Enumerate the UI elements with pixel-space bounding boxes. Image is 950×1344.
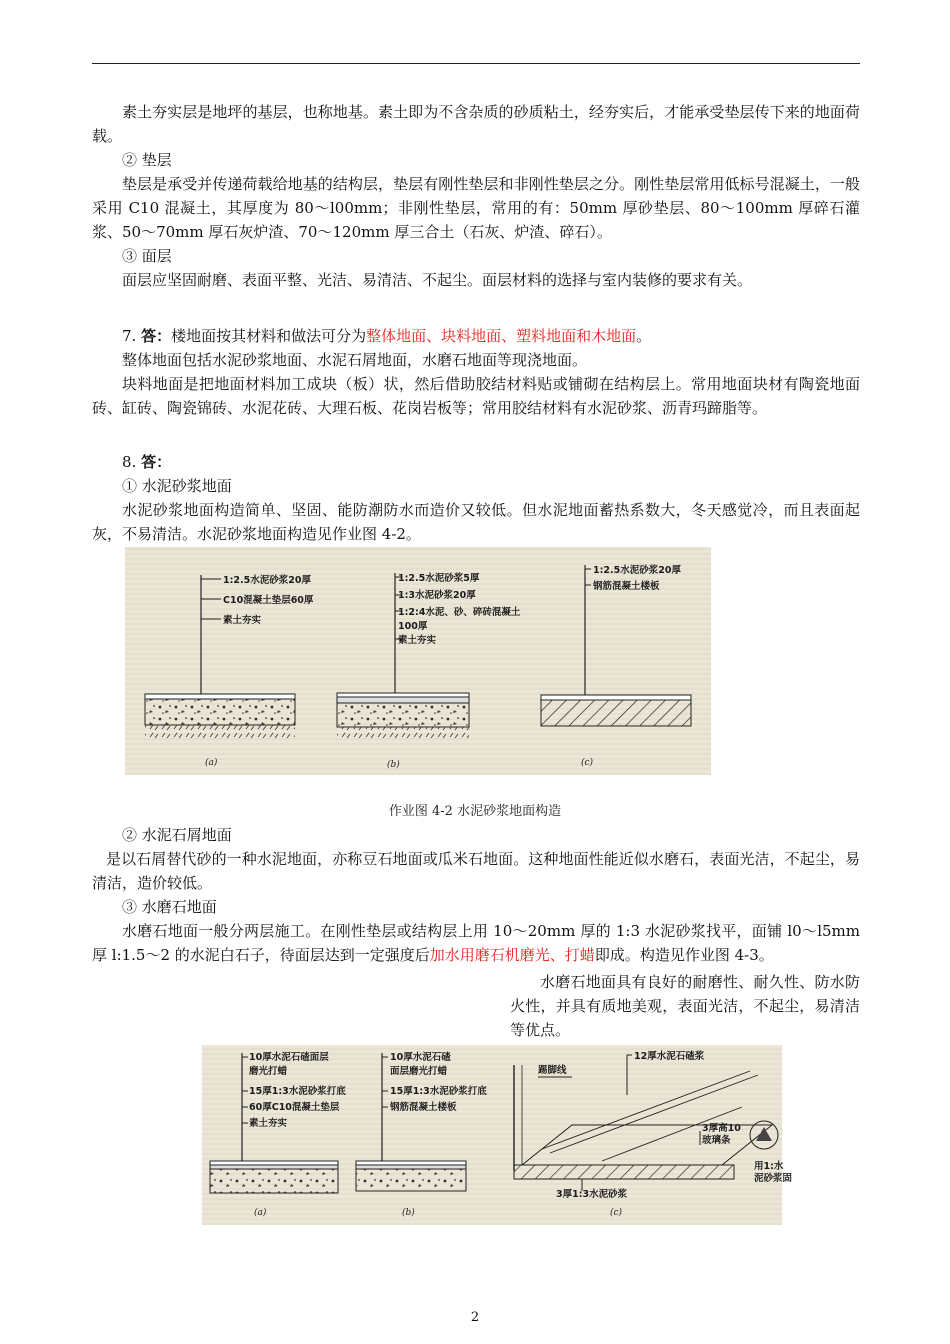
fig43-b-diagram [356, 1051, 487, 1218]
header-rule [92, 63, 860, 64]
fig42-c-label-2: 钢筋混凝土楼板 [593, 581, 660, 592]
para-cement-chip: 是以石屑替代砂的一种水泥地面，亦称豆石地面或瓜米石地面。这种地面性能近似水磨石，表面光洁，不起尘，易清洁，造价较低。 [92, 850, 860, 892]
text-block-top [92, 100, 860, 292]
answer-8-label: 答： [141, 453, 172, 471]
fig42-b-label-3: 1:2:4水泥、砂、碎砖混凝土 [398, 607, 521, 618]
fig42-a-tag: (a) [205, 758, 218, 768]
fig42-a-label-3: 素土夯实 [223, 615, 262, 626]
para-cement-mortar: 水泥砂浆地面构造简单、坚固、能防潮防水而造价又较低。但水泥地面蓄热系数大，冬天感觉冷，而且表面起灰，不易清洁。水泥砂浆地面构造见作业图 4-2。 [92, 501, 860, 543]
fig43-a-label-5: 素土夯实 [249, 1118, 288, 1129]
para-subsoil: 素土夯实层是地坪的基层，也称地基。素土即为不含杂质的砂质粘土，经夯实后，才能承受垫层传下来的地面荷载。 [92, 103, 860, 145]
answer-7-text: 楼地面按其材料和做法可分为 [171, 327, 367, 345]
fig43-a-diagram [210, 1051, 346, 1218]
answer-7-para2: 块料地面是把地面材料加工成块（板）状，然后借助胶结材料贴或铺砌在结构层上。常用地面块材有陶瓷地面砖、缸砖、陶瓷锦砖、水泥花砖、大理石板、花岗岩板等；常用胶结材料有水泥砂浆、沥青玛蹄脂等。 [92, 375, 860, 417]
answer-8 [92, 450, 860, 546]
fig42-b-diagram [337, 572, 521, 770]
fig43-c-label-5: 3厚1:3水泥砂浆 [556, 1189, 628, 1200]
page-number: 2 [470, 1310, 480, 1325]
heading-terrazzo: ③ 水磨石地面 [122, 898, 217, 916]
answer-7-text-end: 。 [636, 327, 652, 345]
heading-cushion: ② 垫层 [122, 151, 172, 169]
fig43-c-label-3: 3厚高10 [702, 1123, 741, 1134]
fig42-c-tag: (c) [581, 758, 594, 768]
fig43-a-label-2: 磨光打蜡 [249, 1066, 288, 1077]
fig43-a-label-4: 60厚C10混凝土垫层 [249, 1102, 340, 1113]
answer-7 [92, 324, 860, 420]
heading-surface: ③ 面层 [122, 247, 172, 265]
para-cushion: 垫层是承受并传递荷载给地基的结构层，垫层有刚性垫层和非刚性垫层之分。刚性垫层常用低标号混凝土，一般采用 C10 混凝土，其厚度为 80～l00mm；非刚性垫层，常用的有：50mm 厚砂垫层、80～100mm 厚碎石灌浆、50～70mm 厚石灰炉渣、70～120mm 厚三合土（石灰、炉渣、碎石）。 [92, 175, 860, 241]
answer-7-lead [92, 324, 860, 348]
answer-8-lead [92, 450, 860, 474]
fig43-b-label-4: 钢筋混凝土楼板 [390, 1102, 457, 1113]
fig43-b-label-1: 10厚水泥石碴 [390, 1052, 451, 1063]
heading-cement-mortar: ① 水泥砂浆地面 [122, 477, 232, 495]
answer-7-highlight: 整体地面、块料地面、塑料地面和木地面 [366, 327, 637, 345]
fig43-a-label-3: 15厚1:3水泥砂浆打底 [249, 1086, 346, 1097]
fig43-c-label-4: 玻璃条 [702, 1135, 731, 1146]
text-block-mid [92, 823, 860, 967]
fig42-b-label-4: 100厚 [398, 621, 428, 632]
para-terrazzo-end: 即成。构造见作业图 4-3。 [594, 946, 774, 964]
fig42-b-label-2: 1:3水泥砂浆20厚 [398, 590, 476, 601]
fig42-b-tag: (b) [387, 760, 400, 770]
answer-7-para1: 整体地面包括水泥砂浆地面、水泥石屑地面，水磨石地面等现浇地面。 [122, 351, 588, 369]
fig42-a-label-1: 1:2.5水泥砂浆20厚 [223, 575, 311, 586]
para-terrazzo-highlight: 加水用磨石机磨光、打蜡 [429, 946, 595, 964]
text-block-terrazzo-merits [510, 970, 860, 1042]
fig43-c-label-2: 踢脚线 [538, 1065, 567, 1076]
para-terrazzo [92, 919, 860, 967]
fig43-b-label-3: 15厚1:3水泥砂浆打底 [390, 1086, 487, 1097]
answer-7-label: 答： [141, 327, 172, 345]
answer-8-number: 8. [122, 453, 137, 471]
fig42-a-diagram [145, 574, 314, 768]
para-surface: 面层应坚固耐磨、表面平整、光洁、易清洁、不起尘。面层材料的选择与室内装修的要求有关。 [122, 271, 753, 289]
fig43-a-label-1: 10厚水泥石碴面层 [249, 1052, 329, 1063]
fig43-c-label-7: 泥砂浆固 [754, 1173, 793, 1184]
fig43-c-tag: (c) [610, 1208, 623, 1218]
fig43-c-label-1: 12厚水泥石碴浆 [634, 1051, 705, 1062]
heading-cement-chip: ② 水泥石屑地面 [122, 826, 232, 844]
answer-7-number: 7. [122, 327, 137, 345]
fig42-c-label-1: 1:2.5水泥砂浆20厚 [593, 565, 681, 576]
fig43-b-tag: (b) [402, 1208, 415, 1218]
figure-4-3 [202, 1045, 793, 1225]
fig42-c-diagram [541, 564, 691, 768]
fig42-b-label-1: 1:2.5水泥砂浆5厚 [398, 573, 480, 584]
para-terrazzo-merits: 水磨石地面具有良好的耐磨性、耐久性、防水防火性，并具有质地美观，表面光洁，不起尘，易清洁等优点。 [510, 973, 860, 1039]
para-terrazzo-text: 水磨石地面一般分两层施工。在刚性垫层或结构层上用 10～20mm 厚的 1:3 水泥砂浆找平，面铺 l0～l5mm 厚 l:1.5～2 的水泥白石子，待面层达到一定强度后 [92, 922, 860, 964]
fig42-b-label-5: 素土夯实 [398, 635, 437, 646]
fig42-a-label-2: C10混凝土垫层60厚 [223, 595, 314, 606]
fig43-b-label-2: 面层磨光打蜡 [390, 1066, 448, 1077]
figure-4-2 [125, 547, 711, 775]
fig43-c-diagram [514, 1050, 793, 1218]
figure-4-2-caption: 作业图 4-2 水泥砂浆地面构造 [388, 804, 562, 819]
fig43-c-label-6: 用1:水 [754, 1161, 784, 1172]
fig43-a-tag: (a) [254, 1208, 267, 1218]
